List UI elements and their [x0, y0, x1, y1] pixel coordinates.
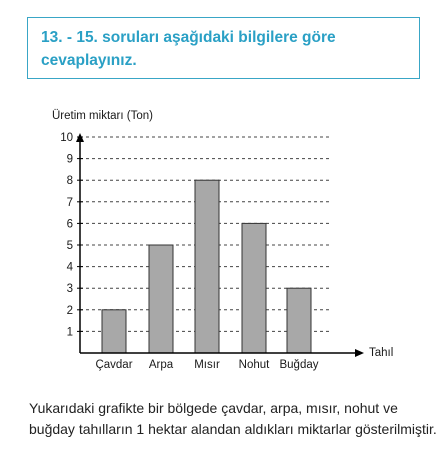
- question-header-box: [27, 17, 420, 79]
- x-tick-label-0: Çavdar: [95, 359, 133, 371]
- bar-3: [242, 223, 266, 353]
- question-header-text: 13. - 15. soruları aşağıdaki bilgilere göre cevaplayınız.: [41, 29, 336, 69]
- x-axis-label: Tahıl: [369, 347, 394, 359]
- y-tick-label-7: 7: [66, 196, 73, 209]
- bar-1: [149, 245, 173, 353]
- bar-2: [195, 180, 219, 353]
- chart-caption: Yukarıdaki grafikte bir bölgede çavdar, arpa, mısır, nohut ve buğday tahılların 1 hektar alandan aldıkları miktarlar gösterilmiştir.: [29, 400, 437, 437]
- y-tick-label-6: 6: [66, 218, 73, 231]
- y-tick-label-9: 9: [66, 153, 73, 166]
- x-tick-labels: [95, 359, 318, 371]
- y-tick-label-2: 2: [66, 304, 73, 317]
- y-tick-label-5: 5: [66, 240, 73, 252]
- y-tick-label-3: 3: [66, 283, 73, 296]
- x-tick-label-2: Mısır: [194, 359, 220, 371]
- y-tick-label-4: 4: [66, 261, 73, 274]
- y-tick-label-8: 8: [66, 175, 73, 188]
- x-tick-label-4: Buğday: [279, 359, 319, 371]
- x-tick-label-1: Arpa: [148, 359, 174, 371]
- bar-chart: [0, 90, 448, 390]
- bar-0: [102, 310, 126, 353]
- y-tick-label-1: 1: [66, 326, 73, 339]
- y-tick-label-10: 10: [60, 132, 73, 144]
- x-tick-label-3: Nohut: [238, 359, 270, 371]
- x-axis-arrow: [355, 349, 364, 357]
- bar-4: [287, 288, 311, 353]
- y-axis-label: Üretim miktarı (Ton): [52, 110, 153, 122]
